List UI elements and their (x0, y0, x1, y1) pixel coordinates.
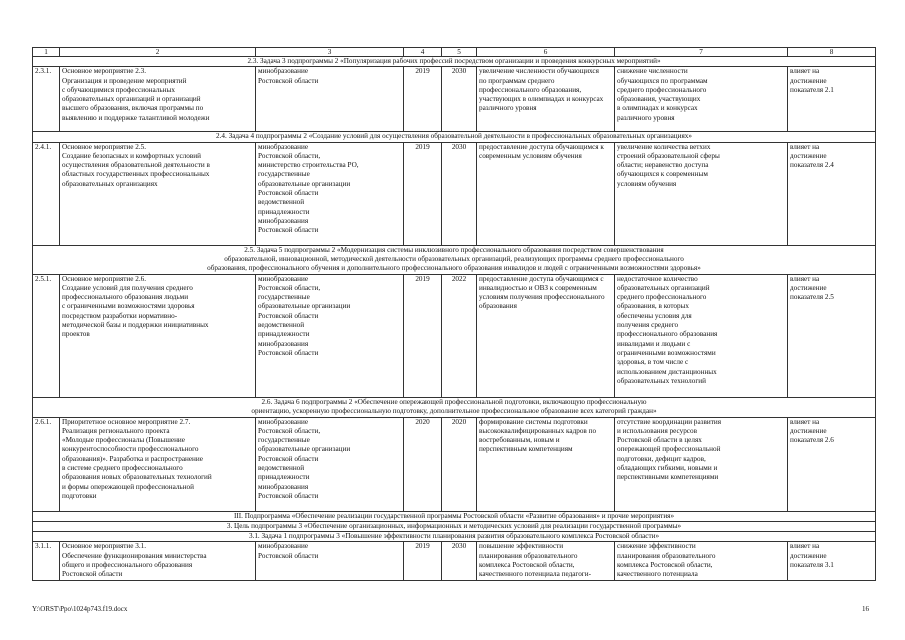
row-number: 2.5.1. (33, 274, 60, 397)
column-number-row (33, 48, 876, 57)
expected-result: увеличение численности обучающихся по программам среднего профессионального образования, участвующих в олимпиадах и конкурсах различного уровня (477, 67, 615, 132)
indicator-link: влияет на достижение показателя 2.1 (788, 67, 876, 132)
start-year: 2020 (404, 417, 442, 511)
section-row (33, 532, 876, 542)
indicator-link: влияет на достижение показателя 2.4 (788, 142, 876, 245)
column-number: 2 (60, 48, 256, 57)
activity-name: Основное мероприятие 2.5. Создание безопасных и комфортных условий осуществления образовательной деятельности в областных государственных профессиональных образовательных организациях (60, 142, 256, 245)
executor: минобразование Ростовской области, государственные образовательные организации Ростовской области ведомственной принадлежности минобразования Ростовской области (256, 417, 404, 511)
row-number: 2.6.1. (33, 417, 60, 511)
section-title: 2.3. Задача 3 подпрограммы 2 «Популяризация рабочих профессий посредством организации и проведения конкурсных мероприятий» (33, 57, 876, 67)
indicator-link: влияет на достижение показателя 2.6 (788, 417, 876, 511)
start-year: 2019 (404, 274, 442, 397)
table-row (33, 274, 876, 397)
section-row (33, 132, 876, 142)
executor: минобразование Ростовской области, государственные образовательные организации Ростовской области ведомственной принадлежности минобразования Ростовской области (256, 274, 404, 397)
column-number: 6 (477, 48, 615, 57)
program-activities-table (32, 47, 876, 581)
table-row (33, 67, 876, 132)
activity-name: Приоритетное основное мероприятие 2.7. Реализация регионального проекта «Молодые профессионалы (Повышение конкурентоспособности профессионального образования)». Разработка и распространение в системе среднего профессионального образования новых образовательных технологий и формы опережающей профессиональной подготовки (60, 417, 256, 511)
column-number: 7 (615, 48, 788, 57)
column-number: 4 (404, 48, 442, 57)
end-year: 2030 (442, 542, 477, 580)
non-implementation-consequence: недостаточное количество образовательных организаций среднего профессионального образования, в которых обеспечены условия для получения среднего профессионального образования инвалидами и людьми с ограниченными возможностями здоровья, в том числе с использованием дистанционных образовательных технологий (615, 274, 788, 397)
section-row (33, 245, 876, 274)
table-row (33, 142, 876, 245)
table-row (33, 542, 876, 580)
expected-result: предоставление доступа обучающимся с инвалидностью и ОВЗ к современным условиям получения профессионального образования (477, 274, 615, 397)
non-implementation-consequence: увеличение количества ветхих строений образовательной сферы области; неравенство доступа обучающихся к современным условиям обучения (615, 142, 788, 245)
page-number: 16 (862, 605, 869, 613)
executor: минобразование Ростовской области (256, 542, 404, 580)
non-implementation-consequence: снижение численности обучающихся по программам среднего профессионального образования, участвующих в олимпиадах и конкурсах различного уровня (615, 67, 788, 132)
activity-name: Основное мероприятие 3.1. Обеспечение функционирования министерства общего и профессионального образования Ростовской области (60, 542, 256, 580)
column-number: 8 (788, 48, 876, 57)
end-year: 2030 (442, 142, 477, 245)
section-row (33, 57, 876, 67)
executor: минобразование Ростовской области, министерство строительства РО, государственные образовательные организации Ростовской области ведомственной принадлежности минобразования Ростовской области (256, 142, 404, 245)
start-year: 2019 (404, 142, 442, 245)
activity-name: Основное мероприятие 2.6. Создание условий для получения среднего профессионального образования людьми с ограниченными возможностями здоровья посредством разработки нормативно- методической базы и поддержки инициативных проектов (60, 274, 256, 397)
goal-title: 3. Цель подпрограммы 3 «Обеспечение организационных, информационных и методических условий для реализации государственной программы» (33, 521, 876, 531)
end-year: 2020 (442, 417, 477, 511)
indicator-link: влияет на достижение показателя 3.1 (788, 542, 876, 580)
end-year: 2022 (442, 274, 477, 397)
section-title: 2.6. Задача 6 подпрограммы 2 «Обеспечение опережающей профессиональной подготовки, включающую профессиональную ориентацию, ускоренную профессиональную подготовку, дополнительное профессиональное образование всех категорий граждан» (33, 397, 876, 417)
column-number: 5 (442, 48, 477, 57)
table-row (33, 417, 876, 511)
activity-name: Основное мероприятие 2.3. Организация и проведение мероприятий с обучающимися профессиональных образовательных организаций и организаций высшего образования, включая программы по выявлению и поддержке талантливой молодежи (60, 67, 256, 132)
subprogram-title: III. Подпрограмма «Обеспечение реализации государственной программы Ростовской области «Развитие образования» и прочие мероприятия» (33, 511, 876, 521)
start-year: 2019 (404, 542, 442, 580)
row-number: 3.1.1. (33, 542, 60, 580)
section-row (33, 511, 876, 521)
file-path-footer: Y:\ORST\Ppo\1024p743.f19.docx (32, 605, 128, 613)
section-title: 2.5. Задача 5 подпрограммы 2 «Модернизация системы инклюзивного профессионального образования посредством совершенствования образовательной, инновационной, методической деятельности образовательных организаций, реализующих программы среднего профессионального образования, профессионального обучения и дополнительного профессионального образования инвалидов и людей с ограниченными возможностями здоровья» (33, 245, 876, 274)
start-year: 2019 (404, 67, 442, 132)
program-table-page (32, 47, 875, 581)
end-year: 2030 (442, 67, 477, 132)
expected-result: повышение эффективности планирования образовательного комплекса Ростовской области, качественного потенциала педагоги- (477, 542, 615, 580)
section-row (33, 521, 876, 531)
column-number: 3 (256, 48, 404, 57)
section-title: 2.4. Задача 4 подпрограммы 2 «Создание условий для осуществления образовательной деятельности в профессиональных образовательных организациях» (33, 132, 876, 142)
row-number: 2.4.1. (33, 142, 60, 245)
expected-result: формирование системы подготовки высококвалифицированных кадров по востребованным, новым и перспективным компетенциям (477, 417, 615, 511)
expected-result: предоставление доступа обучающимся к современным условиям обучения (477, 142, 615, 245)
non-implementation-consequence: отсутствие координации развития и использования ресурсов Ростовской области в целях опережающей профессиональной подготовки, дефицит кадров, обладающих гибкими, новыми и перспективными компетенциями (615, 417, 788, 511)
section-title: 3.1. Задача 1 подпрограммы 3 «Повышение эффективности планирования развития образовательного комплекса Ростовской области» (33, 532, 876, 542)
row-number: 2.3.1. (33, 67, 60, 132)
section-row (33, 397, 876, 417)
executor: минобразование Ростовской области (256, 67, 404, 132)
non-implementation-consequence: снижение эффективности планирования образовательного комплекса Ростовской области, качественного потенциала (615, 542, 788, 580)
indicator-link: влияет на достижение показателя 2.5 (788, 274, 876, 397)
column-number: 1 (33, 48, 60, 57)
